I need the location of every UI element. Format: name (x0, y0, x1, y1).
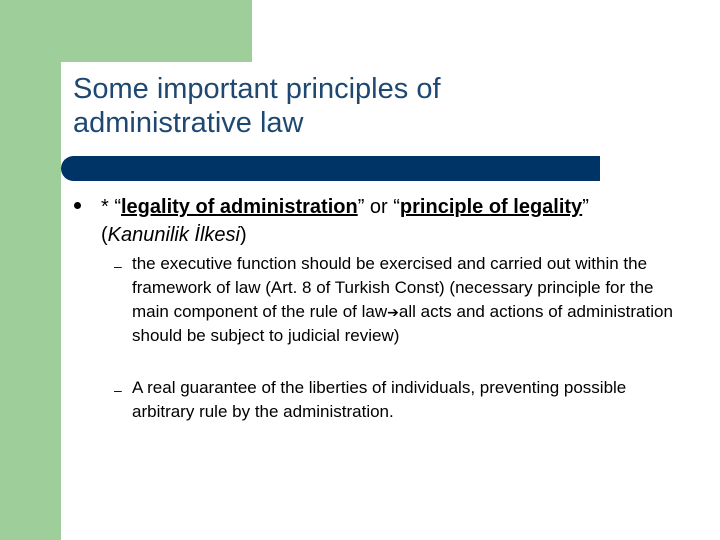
term-legality-of-administration: legality of administration (121, 196, 358, 218)
turkish-translation: Kanunilik İlkesi (107, 224, 240, 246)
bullet-suffix-open: ” ( (101, 196, 589, 246)
sub-bullet-item-1 (132, 252, 677, 348)
bullet-dot-icon (74, 202, 81, 209)
right-arrow-icon: ➔ (387, 304, 399, 320)
bullet-prefix: * “ (101, 196, 121, 218)
slide-title-line-1: Some important principles of (73, 73, 441, 105)
sub-bullet-dash-1: – (114, 258, 122, 274)
decorative-green-sidebar (0, 0, 61, 540)
bullet-mid: ” or “ (357, 196, 400, 218)
bullet-suffix-close: ) (239, 224, 247, 246)
sub-item-1-text: the executive function should be exercised and carried out within the framework of law (Art. 8 of Turkish Const) (necessary principle for the main component of the rule of law (132, 254, 654, 321)
slide-title (73, 72, 673, 140)
sub-bullet-item-2: A real guarantee of the liberties of individuals, preventing possible arbitrary rule by the administration. (132, 378, 627, 421)
title-divider-bar (61, 156, 600, 181)
slide-title-line-2: administrative law (73, 107, 304, 139)
sub-item-1-text-cont: all acts and actions of administration should be subject to judicial review) (132, 302, 673, 345)
sub-bullet-dash-2: – (114, 382, 122, 398)
main-bullet-text (101, 193, 621, 249)
term-principle-of-legality: principle of legality (399, 196, 583, 218)
